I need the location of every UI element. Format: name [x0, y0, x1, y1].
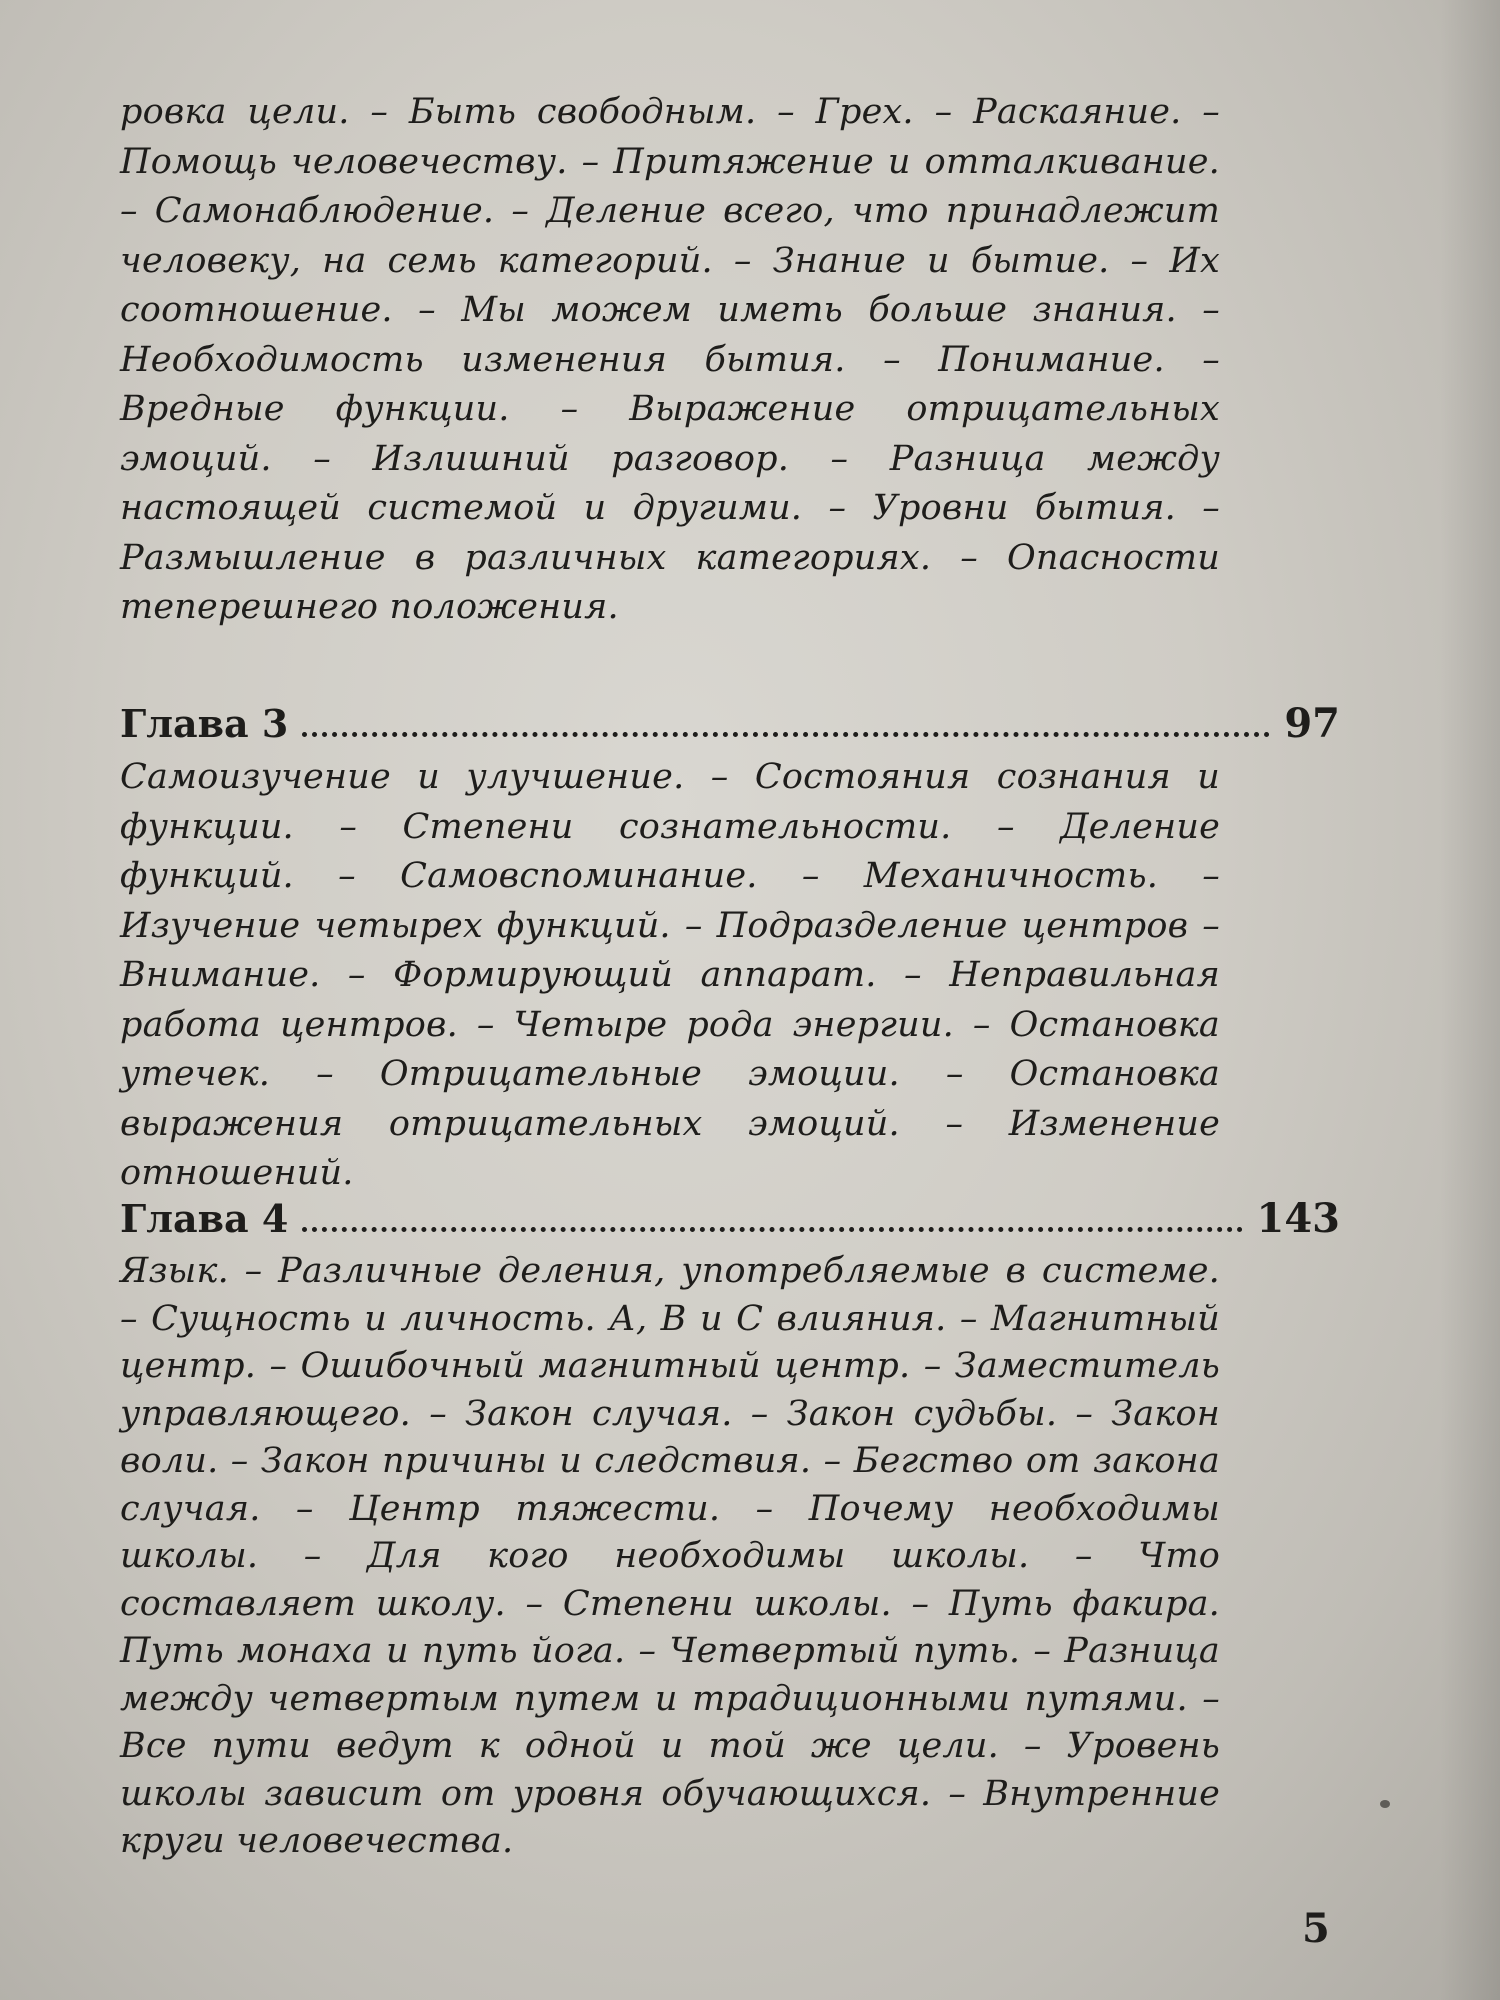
chapter-3-description: Самоизучение и улучшение. – Состояния сознания и функции. – Степени сознательности. – Деление функций. – Самовспоминание. – Механичность. – Изучение четырех функций. – Подразделение центров – Внимание. – Формирующий аппарат. – Неправильная работа центров. – Четыре рода энергии. – Остановка утечек. – Отрицательные эмоции. – Остановка выражения отрицательных эмоций. – Изменение отношений.	[120, 757, 1220, 1193]
toc-entry-chapter-3	[120, 700, 1340, 1199]
chapter-3-heading	[120, 700, 1340, 747]
paper-speck	[1380, 1800, 1390, 1808]
folio-page-number: 5	[1302, 1905, 1330, 1952]
page-edge-shadow	[1440, 0, 1500, 2000]
chapter-4-page-number: 143	[1256, 1195, 1340, 1242]
chapter-3-page-number: 97	[1284, 700, 1340, 747]
chapter-3-leader-dots	[302, 732, 1270, 737]
chapter-4-heading	[120, 1195, 1340, 1242]
intro-description: ровка цели. – Быть свободным. – Грех. – Раскаяние. – Помощь человечеству. – Притяжение и отталкивание. – Самонаблюдение. – Деление всего, что принадлежит человеку, на семь категорий. – Знание и бытие. – Их соотношение. – Мы можем иметь больше знания. – Необходимость изменения бытия. – Понимание. – Вредные функции. – Выражение отрицательных эмоций. – Излишний разговор. – Разница между настоящей системой и другими. – Уровни бытия. – Размышление в различных категориях. – Опасности теперешнего положения.	[120, 92, 1220, 627]
intro-section	[120, 88, 1220, 633]
toc-entry-chapter-4	[120, 1195, 1340, 1866]
chapter-3-label: Глава 3	[120, 701, 289, 746]
chapter-4-label: Глава 4	[120, 1196, 289, 1241]
chapter-4-leader-dots	[302, 1227, 1242, 1232]
chapter-4-description: Язык. – Различные деления, употребляемые в системе. – Сущность и личность. А, В и С влияния. – Магнитный центр. – Ошибочный магнитный центр. – Заместитель управляющего. – Закон случая. – Закон судьбы. – Закон воли. – Закон причины и следствия. – Бегство от закона случая. – Центр тяжести. – Почему необходимы школы. – Для кого необходимы школы. – Что составляет школу. – Степени школы. – Путь факира. Путь монаха и путь йога. – Четвертый путь. – Разница между четвертым путем и традиционными путями. – Все пути ведут к одной и той же цели. – Уровень школы зависит от уровня обучающихся. – Внутренние круги человечества.	[120, 1251, 1220, 1861]
